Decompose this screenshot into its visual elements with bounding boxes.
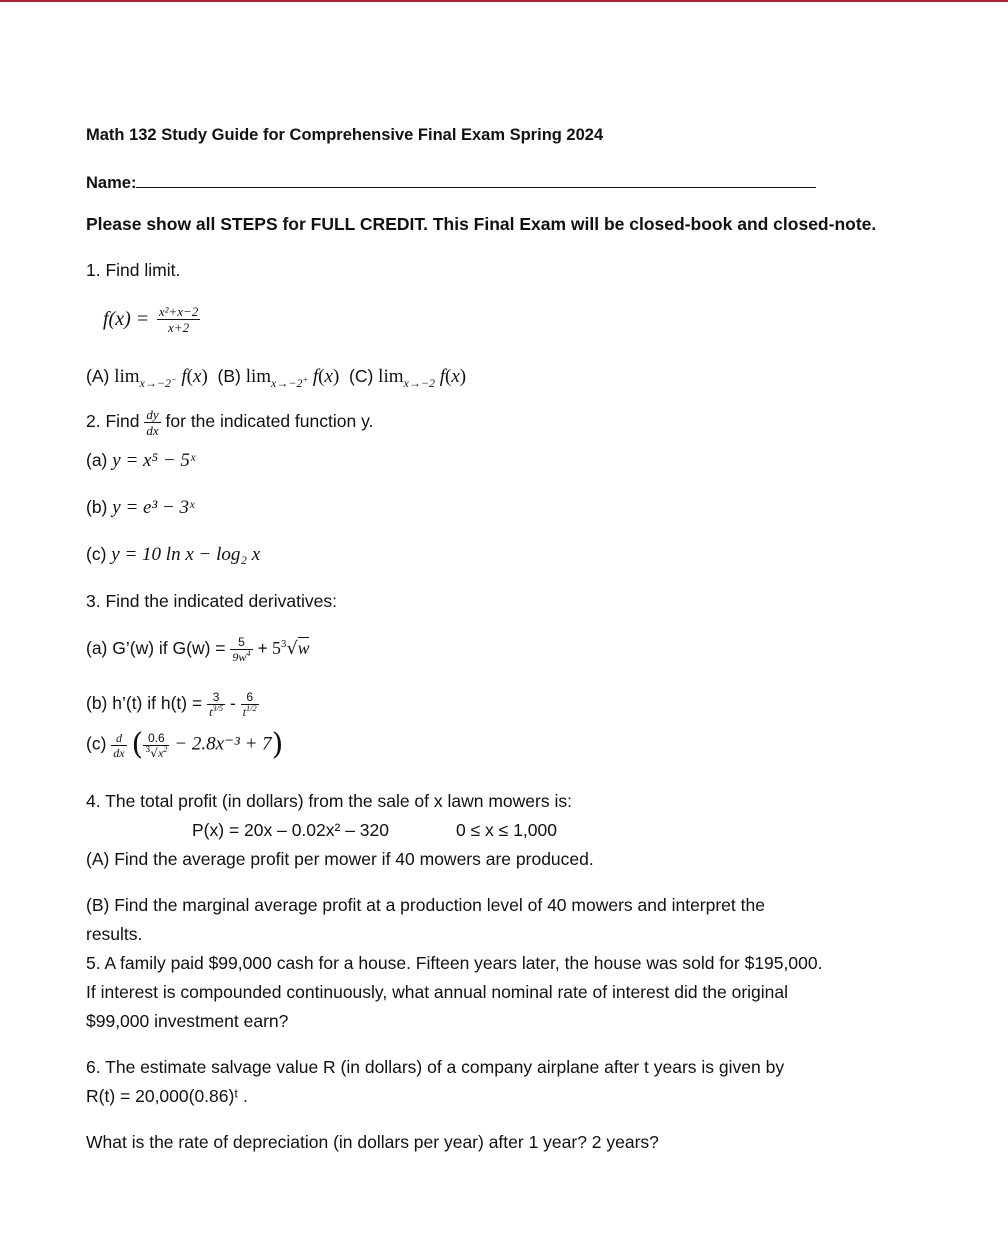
q3-b-fraction-2: $\frac{6}{t^{1/2}}$: [242, 690, 257, 719]
q2-prompt: [86, 408, 373, 437]
q1-function: [103, 305, 200, 334]
q3-part-a: (a) G’(w) if G(w) = $\frac{5}{9w^4}$ + $5^3√w$: [86, 635, 310, 664]
q4-part-a: (A) Find the average profit per mower if 40 mowers are produced.: [86, 849, 594, 869]
q1-part-a-label: (A): [86, 366, 110, 386]
q4-formula: P(x) = 20x – 0.02x² – 320: [192, 820, 389, 840]
q4-prompt: 4. The total profit (in dollars) from the sale of x lawn mowers is:: [86, 791, 572, 811]
q5-line2: If interest is compounded continuously, what annual nominal rate of interest did the original: [86, 982, 789, 1002]
q3-c-label: (c): [86, 733, 107, 754]
q3-a-text: (a) G’(w) if G(w) =: [86, 638, 226, 659]
q1-part-c-label: (C): [349, 366, 374, 386]
top-border: [0, 0, 1008, 2]
q6-line1: 6. The estimate salvage value R (in dollars) of a company airplane after t years is given by: [86, 1057, 785, 1077]
q1-fraction: [157, 305, 200, 334]
q5-line1: 5. A family paid $99,000 cash for a house. Fifteen years later, the house was sold for $195,000.: [86, 953, 823, 973]
page-title: Math 132 Study Guide for Comprehensive Final Exam Spring 2024: [86, 126, 604, 144]
q2-b-label: (b): [86, 497, 108, 517]
q1-prompt: 1. Find limit.: [86, 260, 181, 280]
q3-c-tail: − 2.8x⁻³ + 7: [174, 733, 272, 755]
q3-a-fraction: $\frac{5}{9w^4}$: [232, 635, 251, 664]
q1-fx-numerator: x²+x−2: [158, 304, 199, 319]
q5-line3: $99,000 investment earn?: [86, 1011, 289, 1031]
q3-part-c: (c) $\frac{d}{dx}$ ( $\frac{0.6}{^3√x^2}$ − 2.8x⁻³ + 7): [86, 727, 284, 762]
name-label: Name:: [86, 174, 137, 192]
q3-prompt: 3. Find the indicated derivatives:: [86, 591, 337, 611]
q4-part-b-line2: results.: [86, 924, 143, 944]
q3-c-fraction: $\frac{0.6}{^3√x^2}$: [145, 730, 168, 760]
q4-part-b-line1: (B) Find the marginal average profit at a production level of 40 mowers and interpret the: [86, 895, 765, 915]
q1-fx-lhs: f(x) =: [103, 307, 150, 330]
q2-prompt-start: 2. Find: [86, 411, 140, 432]
q2-prompt-end: for the indicated function y.: [165, 411, 374, 432]
q2-a-label: (a): [86, 450, 108, 470]
q2-c-label: (c): [86, 544, 107, 564]
q2-part-a: [86, 450, 195, 472]
name-field[interactable]: [136, 171, 816, 188]
q6-line3: What is the rate of depreciation (in dollars per year) after 1 year? 2 years?: [86, 1132, 659, 1152]
q4-domain: 0 ≤ x ≤ 1,000: [456, 820, 557, 840]
q6-line2: R(t) = 20,000(0.86)ᵗ .: [86, 1086, 248, 1106]
q2-part-c: [86, 544, 260, 566]
q3-b-text: (b) h’(t) if h(t) =: [86, 693, 203, 714]
q2-a-expression: y = x⁵ − 5ˣ: [112, 450, 196, 471]
q2-part-b: [86, 497, 194, 519]
dy-dx-fraction: $\frac{dy}{dx}$: [146, 407, 159, 438]
q2-b-expression: y = e³ − 3ˣ: [112, 497, 195, 518]
q1-fx-denominator: x+2: [168, 320, 190, 335]
name-line: [86, 171, 816, 193]
q3-part-b: (b) h’(t) if h(t) = $\frac{3}{t^{3/5}}$ - $\frac{6}{t^{1/2}}$: [86, 690, 257, 719]
cube-root-symbol: $^3$√: [280, 639, 298, 660]
q1-part-b-label: (B): [217, 366, 241, 386]
q3-b-fraction-1: $\frac{3}{t^{3/5}}$: [209, 690, 224, 719]
instructions: Please show all STEPS for FULL CREDIT. This Final Exam will be closed-book and closed-note.: [86, 214, 877, 234]
q1-parts: (A) $\lim_{x\to-2^-} f(x)$ (B) $\lim_{x\to-2^+} f(x)$ (C) $\lim_{x\to-2} f(x)$: [86, 366, 467, 390]
d-dx-fraction: $\frac{d}{dx}$: [113, 730, 125, 760]
q2-c-expression: y = 10 ln x − log₂ x: [111, 544, 261, 565]
